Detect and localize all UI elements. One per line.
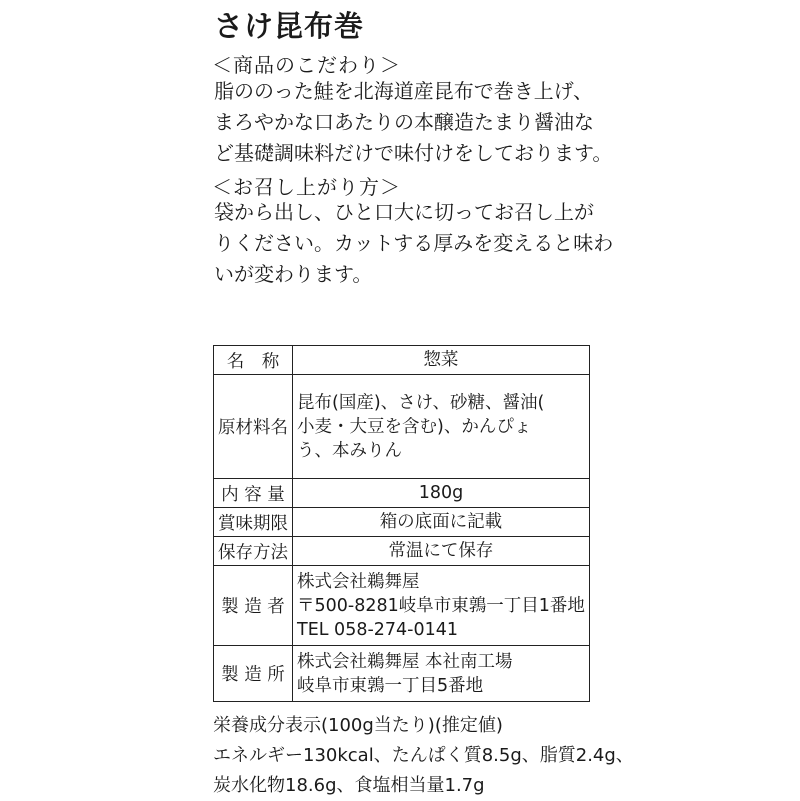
value-line: 株式会社鵜舞屋 本社南工場: [297, 651, 513, 672]
value-line: 惣菜: [423, 350, 459, 370]
features-text: [214, 76, 612, 169]
row-value-ingredients: [293, 375, 590, 479]
value-line: 昆布(国産)、さけ、砂糖、醤油(: [297, 392, 545, 413]
features-heading: ＜商品のこだわり＞: [212, 53, 401, 77]
row-label-contents: 内 容 量: [214, 479, 293, 508]
row-value-manufacturer: [293, 566, 590, 646]
row-value-name: [293, 346, 590, 375]
value-line: 株式会社鵜舞屋: [297, 571, 420, 592]
value-line: 180g: [418, 483, 464, 503]
features-line: ど基礎調味料だけで味付けをしております。: [214, 141, 613, 165]
value-line: う、本みりん: [297, 440, 402, 461]
row-value-factory: [293, 646, 590, 702]
row-value-best-before: [293, 508, 590, 537]
table-row: [214, 346, 590, 375]
row-label-best-before: 賞味期限: [214, 508, 293, 537]
row-label-storage: 保存方法: [214, 537, 293, 566]
features-line: 脂ののった鮭を北海道産昆布で巻き上げ、: [214, 79, 593, 103]
table-row: [214, 537, 590, 566]
value-line: 箱の底面に記載: [379, 512, 503, 532]
nutrition-heading: 栄養成分表示(100g当たり)(推定値): [213, 715, 503, 736]
product-spec-table: [213, 345, 590, 702]
serving-line: いが変わります。: [214, 262, 373, 286]
table-row: [214, 479, 590, 508]
table-row: [214, 508, 590, 537]
row-label-ingredients: 原材料名: [214, 375, 293, 479]
table-row: [214, 375, 590, 479]
value-line: TEL 058-274-0141: [297, 619, 459, 640]
nutrition-line: エネルギー130kcal、たんぱく質8.5g、脂質2.4g、: [213, 745, 634, 766]
value-line: 〒500-8281岐阜市東鶉一丁目1番地: [297, 595, 585, 616]
table-row: [214, 646, 590, 702]
row-label-factory: 製 造 所: [214, 646, 293, 702]
nutrition-line: 炭水化物18.6g、食塩相当量1.7g: [213, 775, 485, 796]
serving-text: [214, 197, 613, 290]
product-title: さけ昆布巻: [214, 9, 365, 43]
features-line: まろやかな口あたりの本醸造たまり醤油な: [214, 110, 594, 134]
row-label-name: 名 称: [214, 346, 293, 375]
row-value-storage: [293, 537, 590, 566]
serving-line: りください。カットする厚みを変えると味わ: [214, 231, 614, 255]
value-line: 岐阜市東鶉一丁目5番地: [297, 675, 484, 696]
row-label-manufacturer: 製 造 者: [214, 566, 293, 646]
serving-line: 袋から出し、ひと口大に切ってお召し上が: [214, 200, 594, 224]
table-row: [214, 566, 590, 646]
value-line: 小麦・大豆を含む)、かんぴょ: [297, 416, 532, 437]
nutrition-facts: [213, 711, 634, 801]
value-line: 常温にて保存: [388, 541, 494, 561]
serving-heading: ＜お召し上がり方＞: [212, 175, 401, 199]
row-value-contents: [293, 479, 590, 508]
